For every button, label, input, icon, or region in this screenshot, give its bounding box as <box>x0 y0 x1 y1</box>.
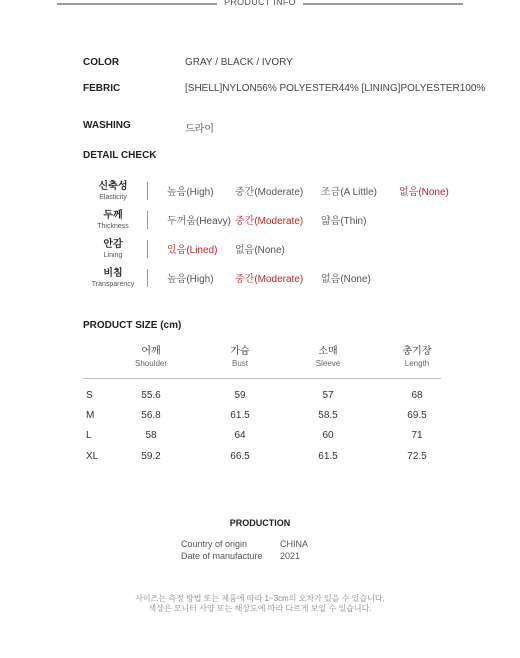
size-column-header <box>372 346 462 369</box>
origin-value: CHINA <box>280 539 309 549</box>
washing-value: 드라이 <box>185 124 214 135</box>
fabric-label: FEBRIC <box>83 83 121 94</box>
size-column-header <box>195 346 285 369</box>
detail-row-name-ko: 안감 <box>103 239 123 250</box>
size-column-header <box>283 346 373 369</box>
size-column-header <box>106 346 196 369</box>
size-row-label: XL <box>86 451 99 462</box>
product-size-title: PRODUCT SIZE (cm) <box>83 320 182 331</box>
detail-option-selected: 중간(Moderate) <box>235 274 304 285</box>
detail-row-name-ko: 두께 <box>103 210 123 221</box>
fabric-value: [SHELL]NYLON56% POLYESTER44% [LINING]POLYESTER100% <box>185 83 486 94</box>
color-display-note: 색상은 모니터 사양 또는 해상도에 따라 다르게 보일 수 있습니다. <box>148 604 372 613</box>
size-header-divider <box>83 378 441 379</box>
size-cell: 55.6 <box>141 390 161 401</box>
size-cell: 68 <box>411 390 423 401</box>
detail-option-selected: 있음(Lined) <box>167 245 218 256</box>
detail-row-name <box>80 268 146 290</box>
detail-row-name-en: Transparency <box>91 281 135 288</box>
detail-row-separator <box>147 269 148 287</box>
size-cell: 59 <box>234 390 246 401</box>
detail-option: 얇음(Thin) <box>321 216 367 227</box>
size-column-header-en: Shoulder <box>134 359 168 368</box>
detail-row-name <box>80 210 146 232</box>
detail-row-separator <box>147 211 148 229</box>
size-column-header-en: Bust <box>231 359 248 368</box>
detail-row-name-en: Lining <box>103 252 123 259</box>
detail-row-name <box>80 239 146 261</box>
detail-check-title: DETAIL CHECK <box>83 150 157 161</box>
detail-row-separator <box>147 240 148 258</box>
size-cell: 59.2 <box>141 451 161 462</box>
production-title: PRODUCTION <box>229 518 291 528</box>
detail-option: 조금(A Little) <box>321 187 377 198</box>
detail-row-name-en: Elasticity <box>99 194 127 201</box>
header-rule-right <box>303 3 463 5</box>
detail-row-name-ko: 비침 <box>103 268 123 279</box>
size-cell: 56.8 <box>141 410 161 421</box>
size-cell: 61.5 <box>230 410 250 421</box>
size-cell: 64 <box>234 430 246 441</box>
detail-option-selected: 없음(None) <box>399 187 449 198</box>
color-value: GRAY / BLACK / IVORY <box>185 57 293 68</box>
detail-row-separator <box>147 182 148 200</box>
size-column-header-en: Length <box>404 359 430 368</box>
origin-label: Country of origin <box>181 539 248 549</box>
size-cell: 61.5 <box>318 451 338 462</box>
detail-option: 높음(High) <box>167 274 214 285</box>
size-column-header-ko: 총기장 <box>402 346 432 357</box>
manufacture-date-label: Date of manufacture <box>181 551 263 561</box>
size-column-header-ko: 가슴 <box>230 346 250 357</box>
washing-label: WASHING <box>83 120 131 131</box>
detail-option: 없음(None) <box>321 274 371 285</box>
size-cell: 57 <box>322 390 334 401</box>
detail-option-selected: 중간(Moderate) <box>235 216 304 227</box>
detail-option: 높음(High) <box>167 187 214 198</box>
detail-option: 두꺼움(Heavy) <box>167 216 231 227</box>
size-column-header-ko: 어깨 <box>141 346 161 357</box>
detail-row-name-en: Thickness <box>97 223 129 230</box>
detail-row-name-ko: 신축성 <box>98 181 128 192</box>
size-tolerance-note: 사이즈는 측정 방법 또는 제품에 따라 1~3cm의 오차가 있을 수 있습니다. <box>135 594 385 603</box>
size-cell: 66.5 <box>230 451 250 462</box>
size-cell: 58 <box>145 430 157 441</box>
detail-row-name <box>80 181 146 203</box>
section-title-product-info: PRODUCT INFO <box>224 0 296 7</box>
color-label: COLOR <box>83 57 120 68</box>
size-row-label: M <box>86 410 95 421</box>
size-column-header-ko: 소매 <box>318 346 338 357</box>
detail-option: 없음(None) <box>235 245 285 256</box>
size-cell: 58.5 <box>318 410 338 421</box>
manufacture-date-value: 2021 <box>280 551 301 561</box>
size-cell: 72.5 <box>407 451 427 462</box>
size-cell: 69.5 <box>407 410 427 421</box>
detail-option: 중간(Moderate) <box>235 187 304 198</box>
size-row-label: L <box>86 430 92 441</box>
size-row-label: S <box>86 390 93 401</box>
size-cell: 71 <box>411 430 423 441</box>
size-column-header-en: Sleeve <box>315 359 341 368</box>
size-cell: 60 <box>322 430 334 441</box>
